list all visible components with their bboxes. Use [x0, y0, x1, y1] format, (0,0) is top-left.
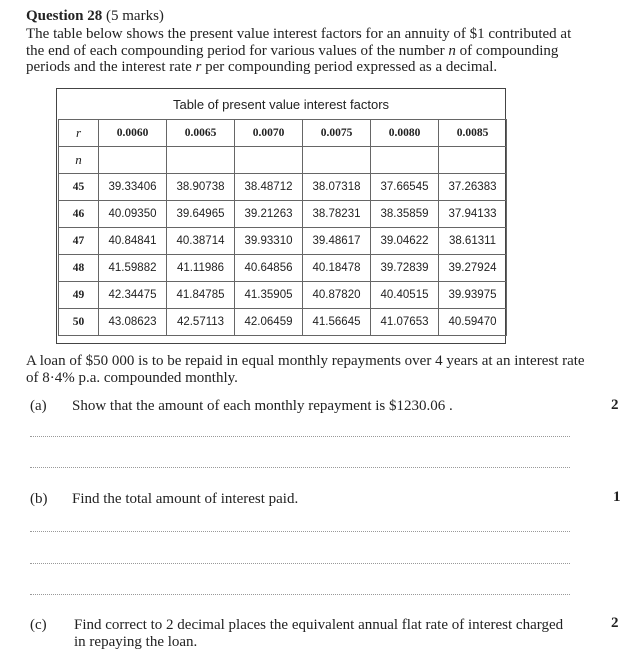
factor-cell: 39.72839 [371, 255, 439, 282]
rate-axis-label: r [59, 120, 99, 147]
table-row [59, 282, 507, 309]
factor-cell: 39.93975 [439, 282, 507, 309]
part-b-label: (b) [30, 491, 48, 507]
interest-factor-table [58, 119, 507, 336]
answer-line[interactable] [30, 563, 570, 564]
variable-r: r [195, 59, 202, 75]
part-c-label: (c) [30, 617, 47, 633]
factor-cell: 38.78231 [303, 201, 371, 228]
factor-cell: 41.35905 [235, 282, 303, 309]
period-label: 48 [59, 255, 99, 282]
factor-cell: 40.64856 [235, 255, 303, 282]
factor-cell: 42.06459 [235, 309, 303, 336]
question-marks: (5 marks) [106, 8, 164, 24]
factor-cell: 43.08623 [99, 309, 167, 336]
factor-cell: 39.64965 [167, 201, 235, 228]
factor-cell: 38.35859 [371, 201, 439, 228]
period-label: 50 [59, 309, 99, 336]
factor-cell: 40.87820 [303, 282, 371, 309]
rate-header: 0.0080 [371, 120, 439, 147]
factor-cell: 39.48617 [303, 228, 371, 255]
factor-cell: 42.57113 [167, 309, 235, 336]
factor-cell: 41.11986 [167, 255, 235, 282]
period-axis-label: n [59, 147, 99, 174]
factor-cell: 40.59470 [439, 309, 507, 336]
factor-cell: 39.33406 [99, 174, 167, 201]
part-a-marks: 2 [611, 397, 619, 413]
factor-cell: 42.34475 [99, 282, 167, 309]
question-intro: The table below shows the present value interest factors for an annuity of $1 contributed at the end of each compounding period for various values of the number n of compounding periods and the interest rate r per compounding period expressed as a decimal. [26, 26, 572, 75]
part-a-text: Show that the amount of each monthly repayment is $1230.06 . [72, 398, 453, 414]
rate-header: 0.0060 [99, 120, 167, 147]
period-label: 46 [59, 201, 99, 228]
table-header-row [59, 120, 507, 147]
factor-cell: 41.07653 [371, 309, 439, 336]
factor-cell: 38.48712 [235, 174, 303, 201]
factor-cell: 39.04622 [371, 228, 439, 255]
factor-cell: 41.56645 [303, 309, 371, 336]
factor-cell: 38.61311 [439, 228, 507, 255]
answer-line[interactable] [30, 467, 570, 468]
answer-line[interactable] [30, 436, 570, 437]
factor-cell: 37.26383 [439, 174, 507, 201]
table-row [59, 228, 507, 255]
table-n-label-row [59, 147, 507, 174]
factor-cell: 40.18478 [303, 255, 371, 282]
period-label: 49 [59, 282, 99, 309]
table-row [59, 201, 507, 228]
factor-cell: 38.07318 [303, 174, 371, 201]
question-title [26, 8, 164, 25]
answer-line[interactable] [30, 531, 570, 532]
period-label: 47 [59, 228, 99, 255]
rate-header: 0.0075 [303, 120, 371, 147]
answer-line[interactable] [30, 594, 570, 595]
table-row [59, 255, 507, 282]
period-label: 45 [59, 174, 99, 201]
question-number: Question 28 [26, 8, 103, 24]
rate-header: 0.0070 [235, 120, 303, 147]
factor-cell: 38.90738 [167, 174, 235, 201]
factor-cell: 40.84841 [99, 228, 167, 255]
factor-cell: 41.59882 [99, 255, 167, 282]
part-a-label: (a) [30, 398, 47, 414]
factor-cell: 40.40515 [371, 282, 439, 309]
table-row [59, 174, 507, 201]
variable-n: n [448, 42, 456, 59]
table-row [59, 309, 507, 336]
factor-cell: 40.09350 [99, 201, 167, 228]
factor-cell: 37.94133 [439, 201, 507, 228]
rate-header: 0.0065 [167, 120, 235, 147]
part-c-text: Find correct to 2 decimal places the equivalent annual flat rate of interest charged in repaying the loan. [74, 617, 564, 650]
rate-header: 0.0085 [439, 120, 507, 147]
factor-cell: 37.66545 [371, 174, 439, 201]
part-c-marks: 2 [611, 615, 619, 631]
factor-cell: 39.27924 [439, 255, 507, 282]
part-b-text: Find the total amount of interest paid. [72, 491, 299, 507]
part-b-marks: 1 [613, 489, 621, 505]
loan-description: A loan of $50 000 is to be repaid in equal monthly repayments over 4 years at an interest rate of 8·4% p.a. compounded monthly. [26, 353, 585, 386]
table-caption: Table of present value interest factors [172, 97, 390, 112]
factor-cell: 39.93310 [235, 228, 303, 255]
factor-cell: 39.21263 [235, 201, 303, 228]
factor-cell: 40.38714 [167, 228, 235, 255]
factor-cell: 41.84785 [167, 282, 235, 309]
